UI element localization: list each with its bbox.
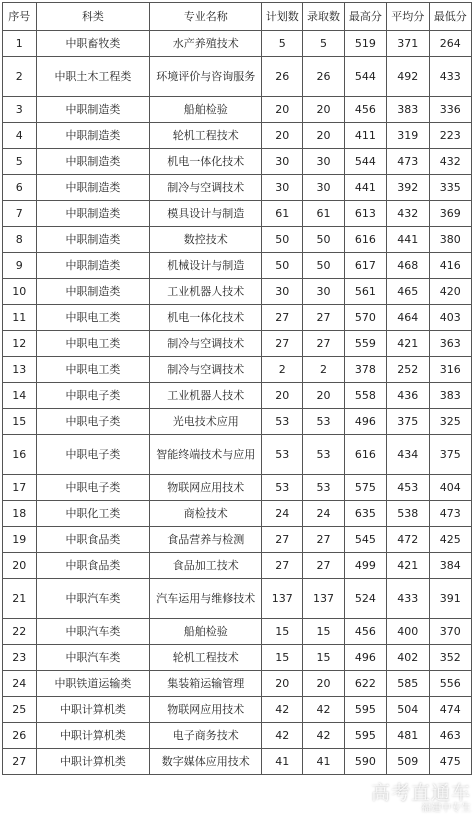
cell-avg-score: 252	[387, 357, 429, 383]
table-row	[3, 31, 472, 57]
cell-index: 12	[3, 331, 37, 357]
cell-avg-score: 432	[387, 201, 429, 227]
watermark	[371, 783, 471, 815]
cell-avg-score: 436	[387, 383, 429, 409]
cell-planned: 24	[262, 501, 303, 527]
cell-admitted: 27	[303, 305, 344, 331]
table-header-row	[3, 3, 472, 31]
table-row	[3, 553, 472, 579]
cell-category: 中职计算机类	[36, 697, 150, 723]
cell-index: 22	[3, 619, 37, 645]
cell-major: 制冷与空调技术	[150, 331, 262, 357]
cell-min-score: 416	[429, 253, 471, 279]
table-row	[3, 201, 472, 227]
cell-admitted: 61	[303, 201, 344, 227]
table-row	[3, 279, 472, 305]
cell-avg-score: 434	[387, 435, 429, 475]
cell-admitted: 53	[303, 475, 344, 501]
table-body	[3, 31, 472, 775]
cell-planned: 27	[262, 331, 303, 357]
watermark-sub: 福建中专生	[421, 803, 471, 814]
cell-index: 13	[3, 357, 37, 383]
cell-category: 中职电子类	[36, 383, 150, 409]
table-row	[3, 305, 472, 331]
cell-min-score: 404	[429, 475, 471, 501]
table-row	[3, 409, 472, 435]
cell-max-score: 617	[344, 253, 386, 279]
cell-min-score: 336	[429, 97, 471, 123]
cell-min-score: 223	[429, 123, 471, 149]
table-row	[3, 723, 472, 749]
cell-category: 中职制造类	[36, 97, 150, 123]
cell-avg-score: 464	[387, 305, 429, 331]
cell-min-score: 383	[429, 383, 471, 409]
cell-admitted: 26	[303, 57, 344, 97]
cell-major: 机电一体化技术	[150, 149, 262, 175]
cell-min-score: 363	[429, 331, 471, 357]
cell-major: 智能终端技术与应用	[150, 435, 262, 475]
cell-major: 船舶检验	[150, 97, 262, 123]
cell-planned: 41	[262, 749, 303, 775]
cell-planned: 30	[262, 149, 303, 175]
cell-index: 3	[3, 97, 37, 123]
cell-min-score: 432	[429, 149, 471, 175]
cell-max-score: 622	[344, 671, 386, 697]
cell-min-score: 433	[429, 57, 471, 97]
cell-min-score: 369	[429, 201, 471, 227]
cell-admitted: 20	[303, 383, 344, 409]
cell-min-score: 380	[429, 227, 471, 253]
cell-avg-score: 472	[387, 527, 429, 553]
cell-index: 20	[3, 553, 37, 579]
cell-max-score: 499	[344, 553, 386, 579]
table-row	[3, 645, 472, 671]
table-row	[3, 579, 472, 619]
cell-category: 中职土木工程类	[36, 57, 150, 97]
cell-category: 中职电工类	[36, 331, 150, 357]
cell-index: 6	[3, 175, 37, 201]
cell-avg-score: 400	[387, 619, 429, 645]
cell-planned: 42	[262, 723, 303, 749]
watermark-main: 高考直通车	[370, 782, 471, 804]
cell-category: 中职化工类	[36, 501, 150, 527]
cell-admitted: 27	[303, 553, 344, 579]
cell-category: 中职电子类	[36, 409, 150, 435]
cell-major: 制冷与空调技术	[150, 357, 262, 383]
cell-min-score: 384	[429, 553, 471, 579]
cell-max-score: 559	[344, 331, 386, 357]
cell-admitted: 53	[303, 409, 344, 435]
header-admitted: 录取数	[303, 3, 344, 31]
cell-admitted: 20	[303, 671, 344, 697]
cell-category: 中职制造类	[36, 175, 150, 201]
cell-planned: 15	[262, 619, 303, 645]
cell-index: 11	[3, 305, 37, 331]
cell-max-score: 570	[344, 305, 386, 331]
cell-min-score: 316	[429, 357, 471, 383]
cell-category: 中职汽车类	[36, 619, 150, 645]
cell-category: 中职铁道运输类	[36, 671, 150, 697]
cell-admitted: 53	[303, 435, 344, 475]
cell-max-score: 544	[344, 57, 386, 97]
cell-planned: 15	[262, 645, 303, 671]
cell-admitted: 15	[303, 645, 344, 671]
cell-major: 环境评价与咨询服务	[150, 57, 262, 97]
table-row	[3, 123, 472, 149]
cell-major: 光电技术应用	[150, 409, 262, 435]
cell-admitted: 30	[303, 149, 344, 175]
cell-planned: 5	[262, 31, 303, 57]
cell-planned: 2	[262, 357, 303, 383]
cell-avg-score: 481	[387, 723, 429, 749]
cell-max-score: 519	[344, 31, 386, 57]
cell-max-score: 524	[344, 579, 386, 619]
cell-major: 集装箱运输管理	[150, 671, 262, 697]
cell-category: 中职制造类	[36, 123, 150, 149]
cell-planned: 27	[262, 527, 303, 553]
cell-index: 9	[3, 253, 37, 279]
cell-avg-score: 453	[387, 475, 429, 501]
cell-avg-score: 504	[387, 697, 429, 723]
cell-max-score: 616	[344, 435, 386, 475]
cell-planned: 42	[262, 697, 303, 723]
cell-min-score: 463	[429, 723, 471, 749]
table-row	[3, 697, 472, 723]
cell-index: 10	[3, 279, 37, 305]
cell-major: 汽车运用与维修技术	[150, 579, 262, 619]
cell-max-score: 575	[344, 475, 386, 501]
cell-max-score: 558	[344, 383, 386, 409]
cell-max-score: 496	[344, 645, 386, 671]
cell-major: 工业机器人技术	[150, 279, 262, 305]
cell-admitted: 20	[303, 123, 344, 149]
cell-avg-score: 465	[387, 279, 429, 305]
cell-admitted: 30	[303, 175, 344, 201]
table-row	[3, 527, 472, 553]
cell-avg-score: 473	[387, 149, 429, 175]
cell-category: 中职制造类	[36, 149, 150, 175]
cell-category: 中职电工类	[36, 357, 150, 383]
cell-planned: 53	[262, 435, 303, 475]
cell-index: 8	[3, 227, 37, 253]
header-planned: 计划数	[262, 3, 303, 31]
header-category: 科类	[36, 3, 150, 31]
cell-admitted: 41	[303, 749, 344, 775]
cell-planned: 53	[262, 475, 303, 501]
table-row	[3, 383, 472, 409]
header-avg-score: 平均分	[387, 3, 429, 31]
cell-avg-score: 375	[387, 409, 429, 435]
cell-avg-score: 538	[387, 501, 429, 527]
table-row	[3, 749, 472, 775]
cell-major: 电子商务技术	[150, 723, 262, 749]
cell-min-score: 420	[429, 279, 471, 305]
cell-index: 15	[3, 409, 37, 435]
cell-index: 16	[3, 435, 37, 475]
cell-index: 1	[3, 31, 37, 57]
cell-max-score: 613	[344, 201, 386, 227]
cell-category: 中职制造类	[36, 279, 150, 305]
cell-planned: 53	[262, 409, 303, 435]
cell-planned: 50	[262, 227, 303, 253]
cell-index: 4	[3, 123, 37, 149]
cell-planned: 26	[262, 57, 303, 97]
cell-min-score: 473	[429, 501, 471, 527]
cell-admitted: 50	[303, 227, 344, 253]
cell-avg-score: 468	[387, 253, 429, 279]
cell-index: 23	[3, 645, 37, 671]
cell-index: 27	[3, 749, 37, 775]
cell-min-score: 556	[429, 671, 471, 697]
cell-min-score: 325	[429, 409, 471, 435]
cell-index: 5	[3, 149, 37, 175]
cell-major: 商检技术	[150, 501, 262, 527]
cell-planned: 20	[262, 671, 303, 697]
cell-major: 数字媒体应用技术	[150, 749, 262, 775]
cell-max-score: 561	[344, 279, 386, 305]
cell-avg-score: 433	[387, 579, 429, 619]
table-row	[3, 501, 472, 527]
cell-index: 17	[3, 475, 37, 501]
cell-max-score: 590	[344, 749, 386, 775]
cell-admitted: 137	[303, 579, 344, 619]
table-row	[3, 227, 472, 253]
cell-avg-score: 402	[387, 645, 429, 671]
cell-max-score: 496	[344, 409, 386, 435]
cell-min-score: 375	[429, 435, 471, 475]
table-row	[3, 331, 472, 357]
cell-planned: 50	[262, 253, 303, 279]
cell-category: 中职电子类	[36, 435, 150, 475]
cell-index: 25	[3, 697, 37, 723]
cell-major: 船舶检验	[150, 619, 262, 645]
cell-planned: 20	[262, 383, 303, 409]
cell-min-score: 335	[429, 175, 471, 201]
cell-admitted: 30	[303, 279, 344, 305]
cell-category: 中职食品类	[36, 527, 150, 553]
cell-index: 19	[3, 527, 37, 553]
cell-major: 模具设计与制造	[150, 201, 262, 227]
cell-category: 中职汽车类	[36, 645, 150, 671]
cell-major: 工业机器人技术	[150, 383, 262, 409]
table-row	[3, 57, 472, 97]
cell-max-score: 411	[344, 123, 386, 149]
cell-admitted: 27	[303, 331, 344, 357]
cell-category: 中职制造类	[36, 201, 150, 227]
cell-max-score: 595	[344, 697, 386, 723]
cell-max-score: 544	[344, 149, 386, 175]
cell-major: 机械设计与制造	[150, 253, 262, 279]
cell-major: 水产养殖技术	[150, 31, 262, 57]
cell-admitted: 2	[303, 357, 344, 383]
cell-planned: 30	[262, 175, 303, 201]
cell-min-score: 391	[429, 579, 471, 619]
cell-min-score: 403	[429, 305, 471, 331]
cell-admitted: 50	[303, 253, 344, 279]
cell-max-score: 456	[344, 97, 386, 123]
table-row	[3, 435, 472, 475]
cell-admitted: 42	[303, 697, 344, 723]
cell-category: 中职制造类	[36, 227, 150, 253]
cell-admitted: 24	[303, 501, 344, 527]
cell-index: 21	[3, 579, 37, 619]
cell-index: 14	[3, 383, 37, 409]
cell-avg-score: 492	[387, 57, 429, 97]
cell-avg-score: 441	[387, 227, 429, 253]
cell-avg-score: 585	[387, 671, 429, 697]
table-row	[3, 619, 472, 645]
cell-admitted: 5	[303, 31, 344, 57]
cell-admitted: 27	[303, 527, 344, 553]
table-row	[3, 253, 472, 279]
cell-admitted: 42	[303, 723, 344, 749]
cell-category: 中职计算机类	[36, 723, 150, 749]
header-max-score: 最高分	[344, 3, 386, 31]
cell-index: 18	[3, 501, 37, 527]
cell-category: 中职畜牧类	[36, 31, 150, 57]
cell-index: 2	[3, 57, 37, 97]
cell-avg-score: 421	[387, 331, 429, 357]
cell-avg-score: 319	[387, 123, 429, 149]
cell-avg-score: 392	[387, 175, 429, 201]
cell-major: 食品营养与检测	[150, 527, 262, 553]
header-min-score: 最低分	[429, 3, 471, 31]
cell-max-score: 378	[344, 357, 386, 383]
cell-max-score: 635	[344, 501, 386, 527]
cell-index: 26	[3, 723, 37, 749]
cell-planned: 20	[262, 123, 303, 149]
cell-avg-score: 371	[387, 31, 429, 57]
cell-max-score: 456	[344, 619, 386, 645]
cell-category: 中职电工类	[36, 305, 150, 331]
cell-major: 物联网应用技术	[150, 697, 262, 723]
cell-planned: 20	[262, 97, 303, 123]
header-index: 序号	[3, 3, 37, 31]
cell-category: 中职食品类	[36, 553, 150, 579]
cell-index: 7	[3, 201, 37, 227]
header-major: 专业名称	[150, 3, 262, 31]
cell-max-score: 441	[344, 175, 386, 201]
cell-admitted: 20	[303, 97, 344, 123]
cell-major: 物联网应用技术	[150, 475, 262, 501]
cell-min-score: 475	[429, 749, 471, 775]
table-row	[3, 475, 472, 501]
table-row	[3, 357, 472, 383]
cell-avg-score: 421	[387, 553, 429, 579]
cell-planned: 27	[262, 305, 303, 331]
table-row	[3, 97, 472, 123]
cell-major: 机电一体化技术	[150, 305, 262, 331]
cell-planned: 137	[262, 579, 303, 619]
cell-min-score: 352	[429, 645, 471, 671]
cell-avg-score: 509	[387, 749, 429, 775]
cell-min-score: 264	[429, 31, 471, 57]
cell-index: 24	[3, 671, 37, 697]
cell-major: 数控技术	[150, 227, 262, 253]
cell-category: 中职电子类	[36, 475, 150, 501]
cell-min-score: 474	[429, 697, 471, 723]
cell-planned: 27	[262, 553, 303, 579]
table-row	[3, 149, 472, 175]
table-row	[3, 175, 472, 201]
cell-admitted: 15	[303, 619, 344, 645]
cell-category: 中职制造类	[36, 253, 150, 279]
cell-max-score: 616	[344, 227, 386, 253]
admission-scores-table	[2, 2, 472, 775]
cell-major: 轮机工程技术	[150, 123, 262, 149]
cell-major: 食品加工技术	[150, 553, 262, 579]
cell-max-score: 595	[344, 723, 386, 749]
cell-category: 中职汽车类	[36, 579, 150, 619]
cell-planned: 61	[262, 201, 303, 227]
cell-planned: 30	[262, 279, 303, 305]
cell-category: 中职计算机类	[36, 749, 150, 775]
cell-avg-score: 383	[387, 97, 429, 123]
cell-max-score: 545	[344, 527, 386, 553]
cell-major: 轮机工程技术	[150, 645, 262, 671]
cell-min-score: 425	[429, 527, 471, 553]
cell-major: 制冷与空调技术	[150, 175, 262, 201]
cell-min-score: 370	[429, 619, 471, 645]
table-row	[3, 671, 472, 697]
